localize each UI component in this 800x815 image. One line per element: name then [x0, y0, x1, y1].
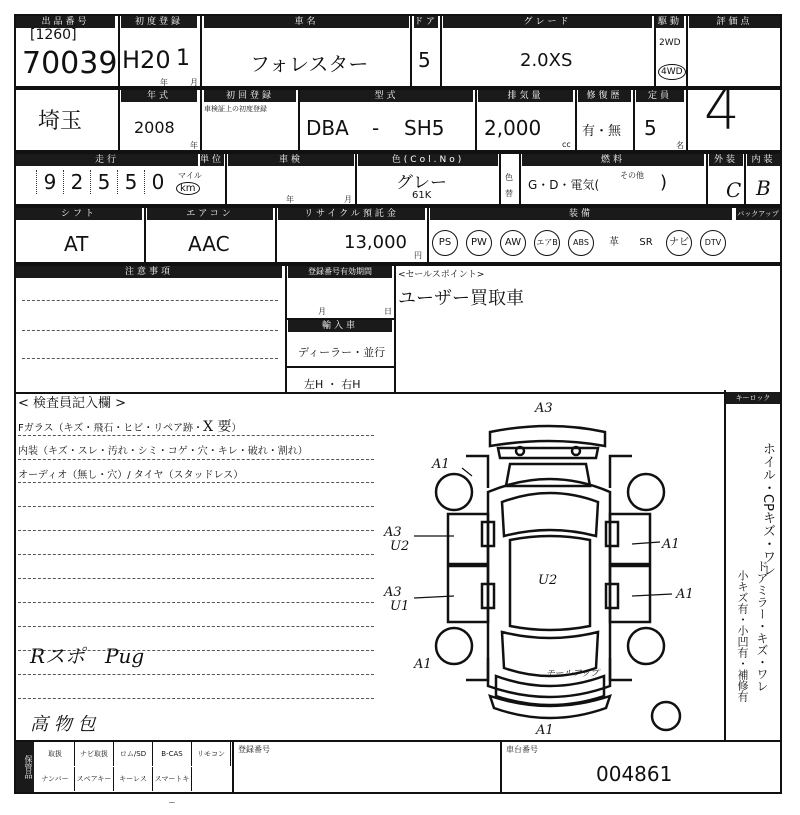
rear-lamp-left	[516, 447, 524, 455]
right-rear-fender	[610, 456, 632, 488]
label-left-front-door-a: A3	[384, 585, 402, 600]
label-front-bumper: A1	[536, 723, 554, 738]
displacement: 2,000	[484, 116, 542, 140]
damage-labels	[383, 401, 694, 738]
model-header: 型式	[300, 90, 473, 102]
mileage-digit: 2	[63, 170, 90, 194]
expiry-day: 日	[384, 307, 392, 316]
left-front-wheel	[436, 628, 472, 664]
repair-history: 有・無	[582, 124, 622, 139]
doors: 5	[418, 48, 431, 72]
era-year: H20	[122, 46, 171, 74]
chassis-label: 車台番号	[506, 745, 538, 754]
model-year-unit: 年	[190, 141, 198, 150]
ac-header: エアコン	[147, 208, 273, 220]
hood	[496, 676, 604, 705]
equipment-item: エアB	[534, 230, 560, 256]
car-body	[488, 479, 610, 697]
model-dash: -	[372, 116, 380, 140]
yen-unit: 円	[414, 251, 422, 260]
accessory-item: リモコン	[192, 742, 231, 766]
fuel-close: )	[660, 172, 668, 193]
doors-header: ドア	[414, 17, 438, 27]
ext-header: 外装	[709, 154, 743, 166]
label-left-rear-fender: A1	[432, 457, 450, 472]
label-left-front-door-u: U1	[390, 599, 410, 614]
label-right-rear-door: A1	[662, 537, 680, 552]
mileage-digit: 5	[117, 170, 144, 194]
inspector-signature: 高 物 包	[30, 714, 96, 735]
interior-line: 内装（キズ・スレ・汚れ・シミ・コゲ・穴・キレ・破れ・割れ）	[18, 446, 308, 457]
equipment-item: 革	[609, 237, 619, 248]
label-molding: モールアップ	[546, 669, 599, 679]
model-prefix: DBA	[306, 116, 349, 140]
recycle-header: リサイクル預託金	[278, 208, 425, 220]
inspector-title: < 検査員記入欄 >	[18, 396, 127, 411]
mileage-digits	[36, 170, 171, 200]
left-rear-wheel	[436, 474, 472, 510]
region: 埼玉	[38, 109, 83, 134]
label-rear-bumper: A3	[535, 401, 553, 416]
sales-point: ユーザー買取車	[398, 288, 524, 309]
spoiler-note: Rスポ Pug	[30, 644, 145, 668]
accessory-item: 取扱	[36, 742, 75, 766]
lot-number: 70039	[22, 46, 118, 81]
glass-line	[18, 416, 241, 436]
label-roof: U2	[538, 573, 558, 588]
first-reg-2-header: 初回登録	[204, 90, 296, 102]
chassis-number: 004861	[596, 762, 673, 786]
storage-label: 保管品	[16, 742, 34, 792]
steering-side: 左H ・ 右H	[304, 378, 361, 391]
color-change-2: 替	[505, 189, 513, 198]
model-code: SH5	[404, 116, 445, 140]
auction-score: 4	[704, 78, 740, 143]
equipment-item: AW	[500, 230, 526, 256]
right-rear-handle	[606, 522, 618, 546]
rear-window	[502, 493, 598, 536]
color-code: 61K	[412, 190, 432, 201]
mileage-digit: 9	[36, 170, 63, 194]
color-change-1: 色	[505, 173, 513, 182]
accessory-item: スマートキー	[153, 767, 192, 791]
drive-2wd: 2WD	[659, 38, 681, 48]
label-left-rear-door-u: U2	[390, 539, 410, 554]
fuel: G・D・電気(	[528, 178, 600, 192]
reg-number-label: 登録番号	[238, 745, 270, 754]
cc-unit: cc	[562, 140, 571, 149]
shift-header: シフト	[16, 208, 142, 220]
displacement-header: 排気量	[478, 90, 573, 102]
sales-header: <セールスポイント>	[398, 270, 485, 280]
lot-small: [1260]	[30, 27, 77, 43]
rear-lamp-right	[572, 447, 580, 455]
fuel-other: その他	[620, 171, 644, 180]
backup-header: バックアップ	[737, 210, 779, 218]
mileage-header: 走行	[16, 154, 198, 166]
import-header: 輸入車	[288, 320, 392, 332]
seats-header: 定員	[636, 90, 684, 102]
color-code-header: (Col.No)	[403, 155, 465, 165]
drive-4wd: 4WD	[658, 64, 686, 80]
dealer-parallel: ディーラー・並行	[298, 346, 386, 359]
right-front-wheel	[628, 628, 664, 664]
rear-glass	[498, 448, 598, 458]
equipment-item: SR	[639, 237, 653, 248]
seats: 5	[644, 116, 657, 140]
exterior-grade: C	[726, 178, 742, 202]
accessory-item: ナンバー	[36, 767, 75, 791]
rating-header: 評価点	[689, 16, 780, 28]
car-damage-diagram	[370, 396, 730, 740]
recycle-fee: 13,000	[344, 232, 407, 253]
label-left-front-fender: A1	[414, 657, 432, 672]
spare-tire	[652, 702, 680, 730]
accessory-item: B-CAS	[153, 742, 192, 766]
air-conditioner: AAC	[188, 232, 230, 256]
mileage-digit: 5	[90, 170, 117, 194]
expiry-month: 月	[318, 307, 326, 316]
color-header	[358, 154, 498, 166]
mileage-digit: 0	[144, 170, 171, 194]
equipment-item: ABS	[568, 230, 594, 256]
accessory-item: ロム/SD	[114, 742, 153, 766]
right-front-door	[610, 566, 650, 622]
first-reg-header: 初度登録	[121, 16, 197, 28]
year-unit: 年	[160, 78, 168, 87]
label-right-front-door: A1	[676, 587, 694, 602]
mileage-unit-mile: マイル	[178, 171, 202, 180]
glass-line-close: ）	[231, 423, 242, 434]
equipment-item: PS	[432, 230, 458, 256]
accessories-grid	[36, 742, 232, 807]
inspection-year-unit: 年	[286, 195, 294, 204]
right-rear-wheel	[628, 474, 664, 510]
accessory-item: スペアキー	[75, 767, 114, 791]
int-header: 内装	[747, 154, 780, 166]
car-name: フォレスター	[250, 52, 369, 76]
expiry-header: 登録番号有効期間	[288, 266, 392, 278]
model-year: 2008	[134, 118, 175, 137]
repair-note: 小キズ有・小凹有・補修有	[736, 570, 749, 702]
lot-header: 出品番号	[16, 16, 115, 28]
grade-header: グレード	[443, 16, 652, 28]
left-front-fender	[466, 658, 488, 680]
mileage-unit-km: km	[176, 182, 200, 195]
accessory-item: ナビ取扱	[75, 742, 114, 766]
drive-header: 駆動	[657, 17, 682, 27]
history-header: 修復歴	[578, 90, 631, 102]
right-front-handle	[606, 584, 618, 608]
wheel-note: ホイル・CPキズ・ワレ	[760, 442, 775, 576]
color-header-label: 色	[391, 155, 404, 165]
right-front-fender	[610, 658, 632, 680]
color: グレー	[396, 173, 447, 193]
equipment-header: 装備	[430, 208, 732, 220]
keylock-header: キーロック	[726, 392, 780, 404]
label-left-rear-door-a: A3	[384, 525, 402, 540]
car-name-header: 車名	[204, 16, 409, 28]
equipment-item: DTV	[700, 230, 726, 256]
grade: 2.0XS	[520, 50, 573, 71]
interior-grade: B	[756, 176, 771, 200]
audio-line: オーディオ（無し・穴）/ タイヤ（スタッドレス）	[18, 470, 244, 481]
shift: AT	[64, 232, 89, 256]
fuel-header: 燃料	[522, 154, 704, 166]
seats-unit: 名	[676, 141, 684, 150]
equipment-item: ナビ	[666, 230, 692, 256]
equipment-list	[432, 230, 782, 260]
reg-month: 1	[176, 46, 190, 71]
inspection-header: 車検	[228, 154, 354, 166]
equipment-item: PW	[466, 230, 492, 256]
rear-bumper	[490, 426, 605, 446]
glass-line-text: Fガラス（キズ・飛石・ヒビ・リペア跡・	[18, 423, 204, 434]
unit-header: 単位	[200, 155, 224, 165]
model-year-header: 年式	[121, 90, 197, 102]
accessory-item: キーレス	[114, 767, 153, 791]
month-unit: 月	[190, 78, 198, 87]
first-reg-note: 車検証上の初度登録	[204, 105, 267, 113]
mirror-note: ドアミラー・キズ・ワレ	[755, 560, 769, 692]
inspection-month-unit: 月	[344, 195, 352, 204]
glass-line-hand: X 要	[203, 419, 232, 435]
notes-header: 注意事項	[16, 266, 282, 278]
